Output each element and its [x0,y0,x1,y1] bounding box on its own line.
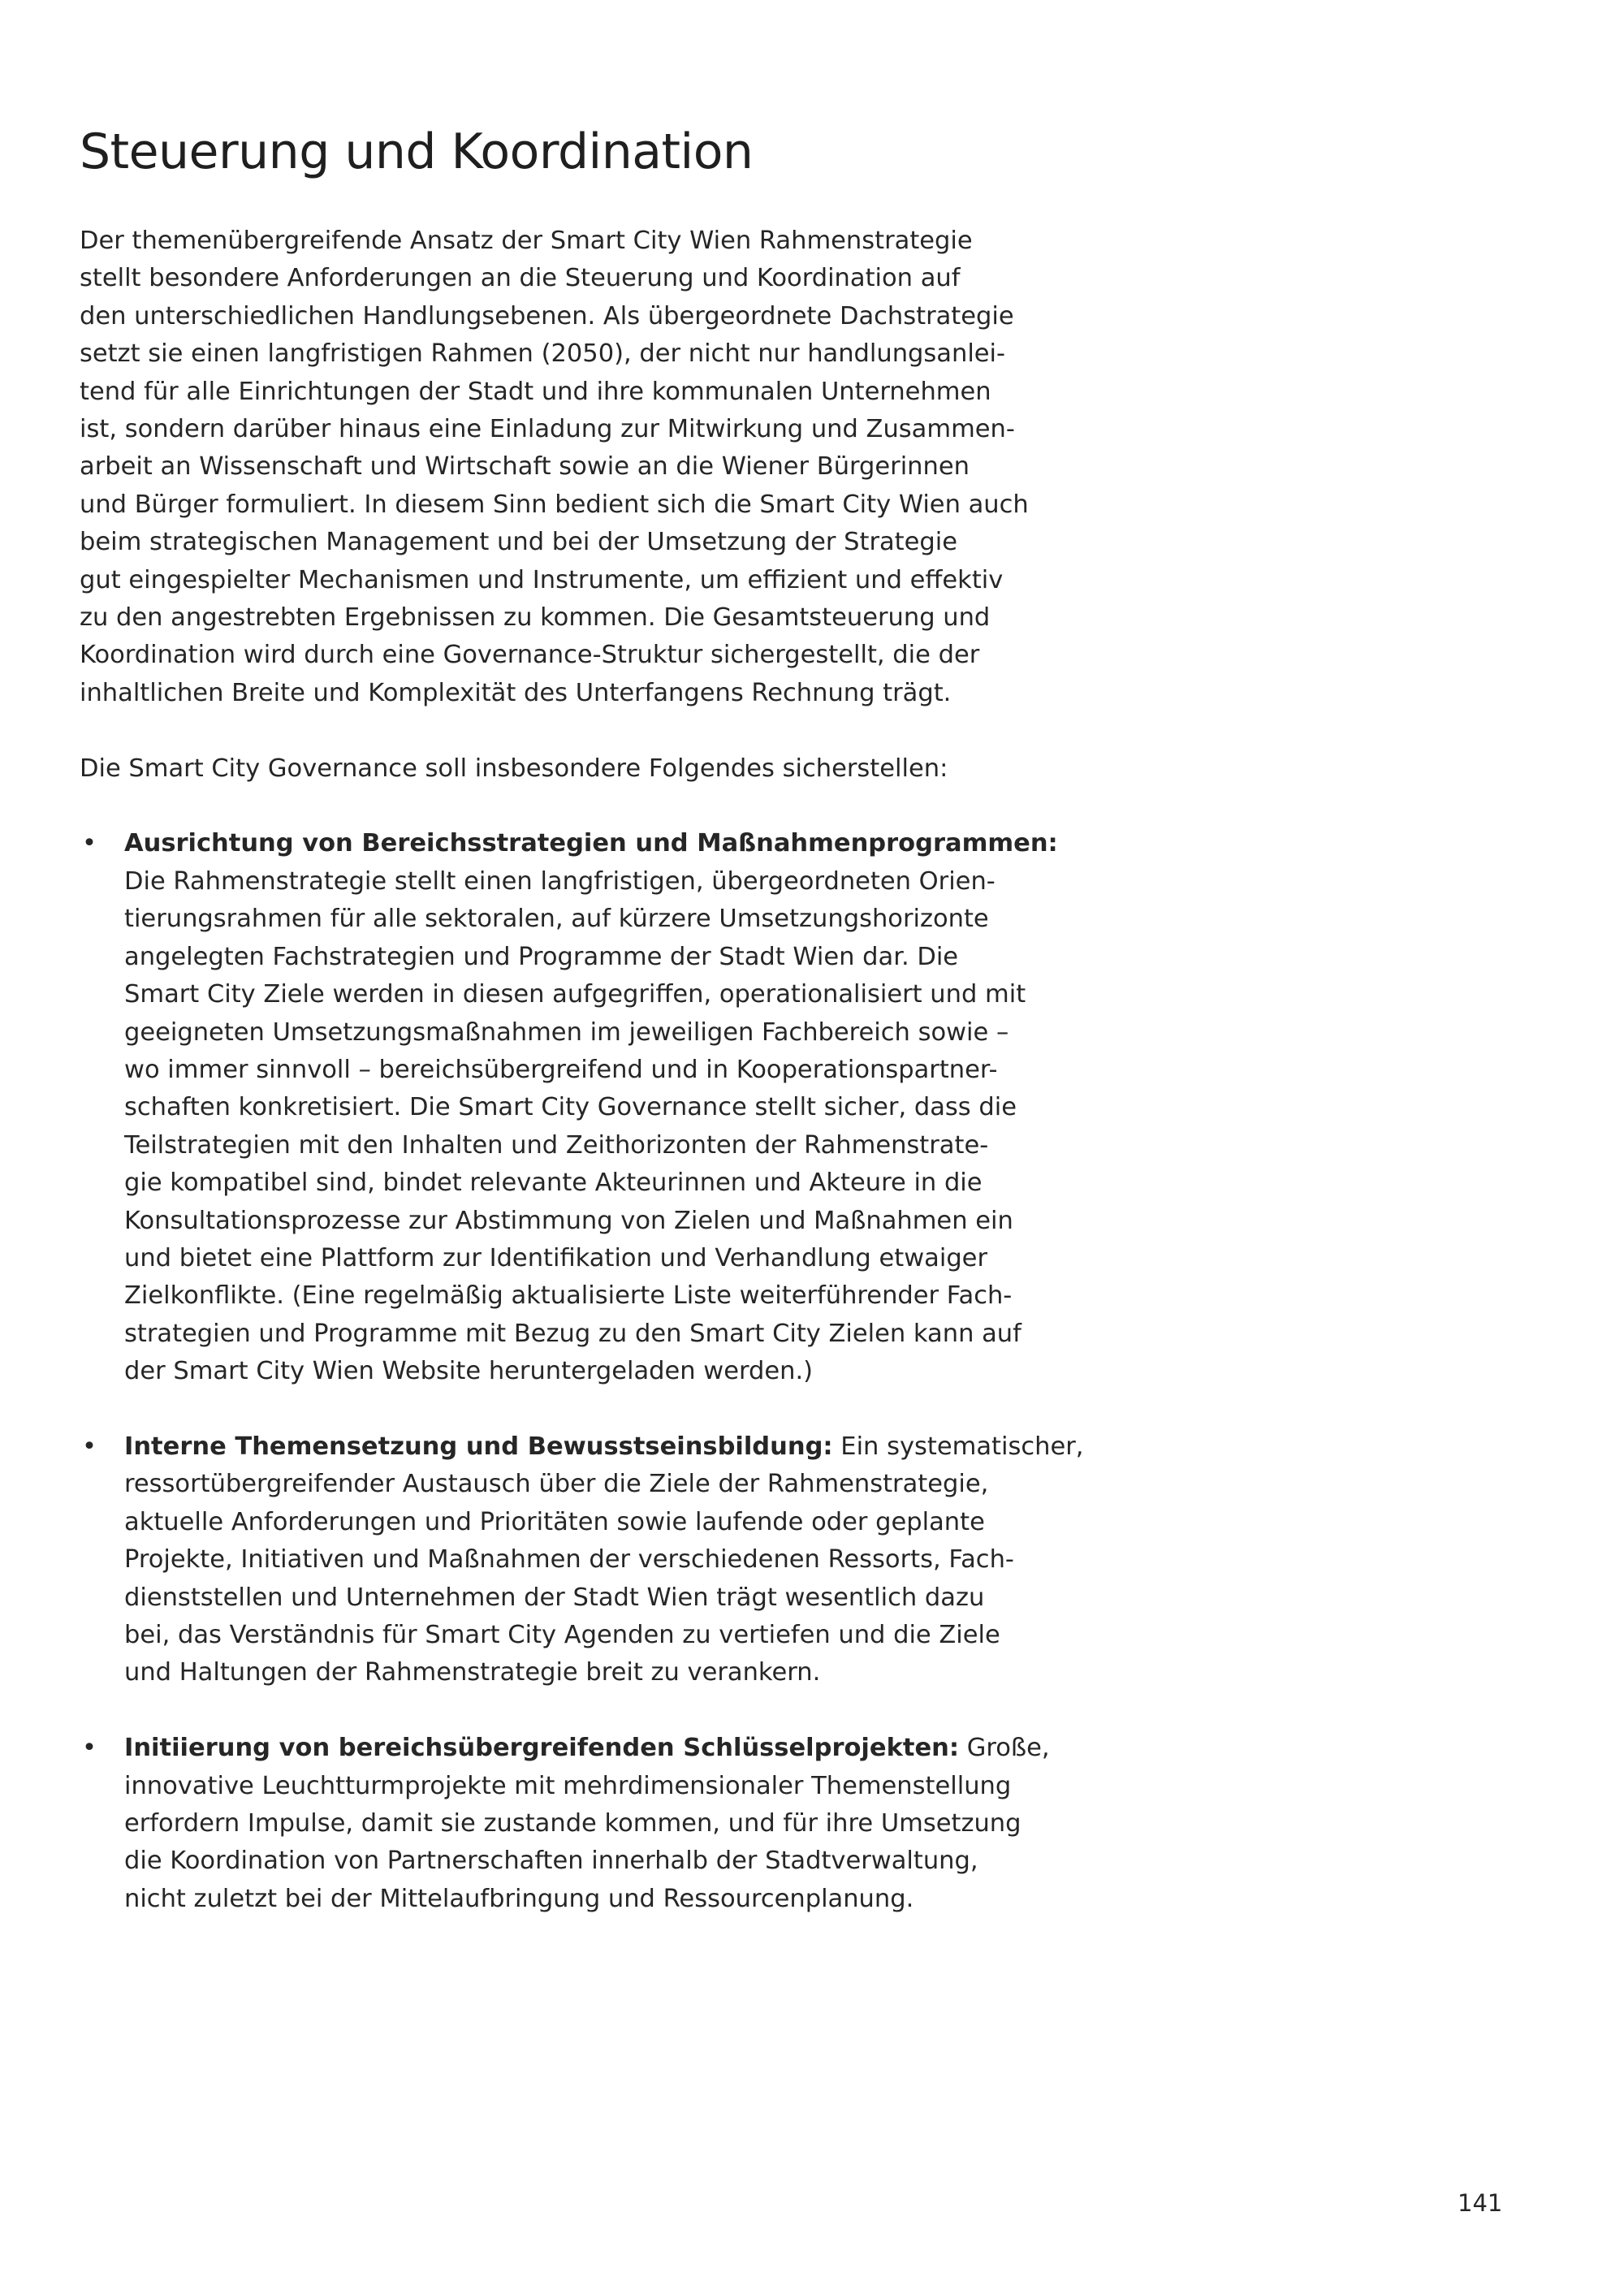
bullet-line: angelegten Fachstrategien und Programme der Stadt Wien dar. Die [124,942,959,971]
bullet-line: der Smart City Wien Website heruntergeladen werden.) [124,1357,814,1386]
bullet-line: und bietet eine Plattform zur Identifikation und Verhandlung etwaiger [124,1243,987,1272]
bullet-first-line [124,1428,1084,1466]
bullet-line: wo immer sinnvoll – bereichsübergreifend und in Kooperationspartner- [124,1055,998,1084]
intro-line: beim strategischen Management und bei der Umsetzung der Strategie [80,528,958,557]
intro-line: arbeit an Wissenschaft und Wirtschaft sowie an die Wiener Bürgerinnen [80,452,970,482]
intro-line: gut eingespielter Mechanismen und Instrumente, um effizient und effektiv [80,565,1004,594]
intro-line: setzt sie einen langfristigen Rahmen (2050), der nicht nur handlungsanlei- [80,339,1006,369]
bullet-line: und Haltungen der Rahmenstrategie breit zu verankern. [124,1658,821,1687]
bullet-item [80,1730,1050,1918]
intro-line: Der themenübergreifende Ansatz der Smart City Wien Rahmenstrategie [80,227,973,255]
bullet-heading: Ausrichtung von Bereichsstrategien und Maßnahmenprogrammen: [124,829,1058,858]
intro-paragraph [80,222,1029,712]
bullet-line: Zielkonflikte. (Eine regelmäßig aktualisierte Liste weiterführender Fach- [124,1281,1013,1311]
bullet-heading-tail: Ein systematischer, [832,1432,1084,1461]
bullet-line: Die Rahmenstrategie stellt einen langfristigen, übergeordneten Orien- [124,866,996,896]
bullet-first-line [124,825,1058,862]
paragraph-gap [80,788,1021,825]
bullet-line: nicht zuletzt bei der Mittelaufbringung und Ressourcenplanung. [124,1884,914,1913]
bullet-line: erfordern Impulse, damit sie zustande kommen, und für ihre Umsetzung [124,1809,1021,1838]
intro-line: ist, sondern darüber hinaus eine Einladung zur Mitwirkung und Zusammen- [80,415,1015,444]
bullet-line: schaften konkretisiert. Die Smart City Governance stellt sicher, dass die [124,1093,1017,1122]
bullet-heading: Interne Themensetzung und Bewusstseinsbildung: [124,1432,833,1461]
bullet-heading: Initiierung von bereichsübergreifenden Schlüsselprojekten: [124,1734,960,1763]
bullet-line: geeigneten Umsetzungsmaßnahmen im jeweiligen Fachbereich sowie – [124,1017,1009,1047]
bullet-line: dienststellen und Unternehmen der Stadt Wien trägt wesentlich dazu [124,1583,985,1612]
bullet-marker: • [82,829,97,858]
paragraph-gap [80,1391,1021,1428]
bullet-line: Projekte, Initiativen und Maßnahmen der verschiedenen Ressorts, Fach- [124,1545,1014,1575]
intro-line: den unterschiedlichen Handlungsebenen. Als übergeordnete Dachstrategie [80,301,1014,330]
paragraph-gap [80,712,1021,750]
paragraph-gap [80,1692,1021,1730]
bullet-line: ressortübergreifender Austausch über die Ziele der Rahmenstrategie, [124,1470,989,1499]
intro-line: stellt besondere Anforderungen an die Steuerung und Koordination auf [80,264,961,293]
page-number: 141 [1458,2189,1503,2217]
bullet-line: Konsultationsprozesse zur Abstimmung von Zielen und Maßnahmen ein [124,1206,1013,1235]
body-text [80,222,1084,1918]
bullet-line: die Koordination von Partnerschaften innerhalb der Stadtverwaltung, [124,1847,978,1876]
bullet-item [80,825,1058,1390]
bullet-line: tierungsrahmen für alle sektoralen, auf kürzere Umsetzungshorizonte [124,905,989,934]
bullet-line: strategien und Programme mit Bezug zu den Smart City Zielen kann auf [124,1319,1021,1348]
page-title: Steuerung und Koordination [80,123,754,180]
bullet-line: innovative Leuchtturmprojekte mit mehrdimensionaler Themenstellung [124,1771,1012,1800]
bullet-marker: • [82,1734,97,1763]
bullet-marker: • [82,1432,97,1461]
bullet-heading-tail: Große, [959,1734,1050,1763]
bullet-line: Teilstrategien mit den Inhalten und Zeithorizonten der Rahmenstrate- [124,1130,989,1160]
intro-line: tend für alle Einrichtungen der Stadt und ihre kommunalen Unternehmen [80,377,991,406]
bullet-line: Smart City Ziele werden in diesen aufgegriffen, operationalisiert und mit [124,980,1026,1009]
bullet-item [80,1428,1084,1692]
bullet-first-line [124,1730,1050,1767]
lead-paragraph: Die Smart City Governance soll insbesondere Folgendes sicherstellen: [80,754,948,783]
intro-line: inhaltlichen Breite und Komplexität des Unterfangens Rechnung trägt. [80,678,952,707]
intro-line: zu den angestrebten Ergebnissen zu kommen. Die Gesamtsteuerung und [80,603,991,633]
bullet-line: bei, das Verständnis für Smart City Agenden zu vertiefen und die Ziele [124,1620,1000,1649]
bullet-line: gie kompatibel sind, bindet relevante Akteurinnen und Akteure in die [124,1169,983,1198]
intro-line: und Bürger formuliert. In diesem Sinn bedient sich die Smart City Wien auch [80,490,1029,519]
intro-line: Koordination wird durch eine Governance-Struktur sichergestellt, die der [80,641,980,670]
bullet-line: aktuelle Anforderungen und Prioritäten sowie laufende oder geplante [124,1507,985,1536]
